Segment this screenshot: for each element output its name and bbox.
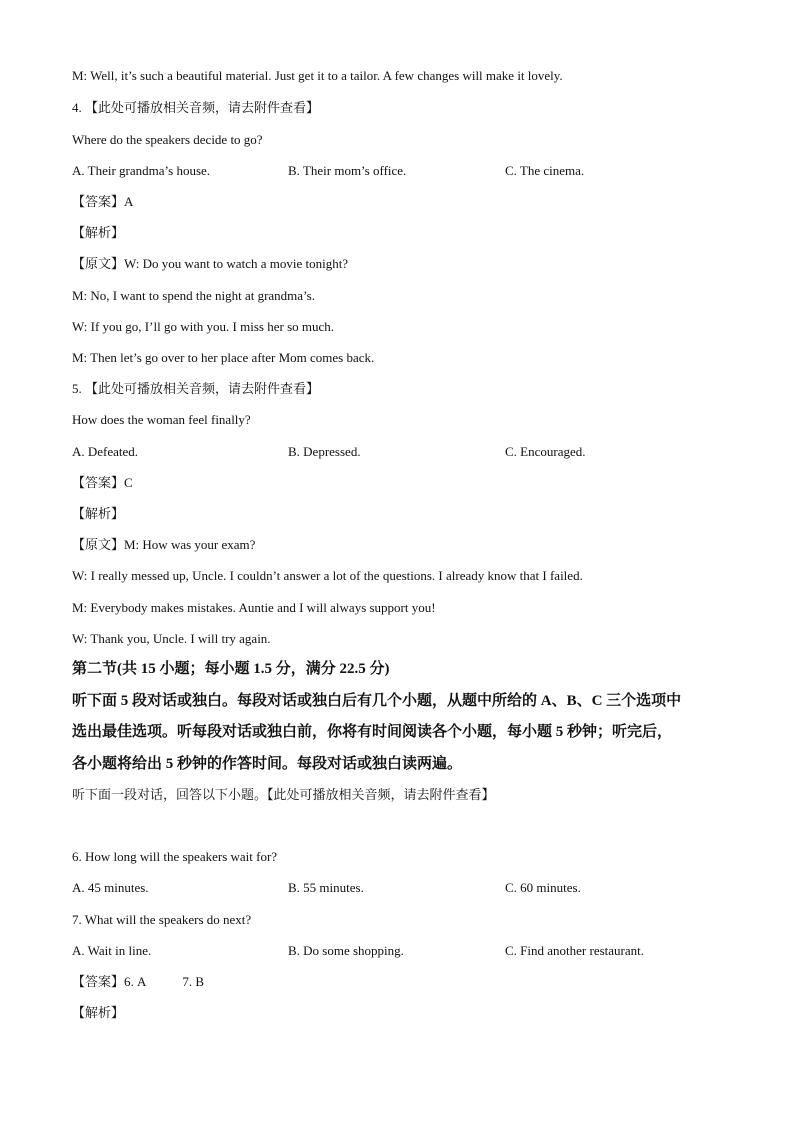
section-instructions-line: 听下面 5 段对话或独白。每段对话或独白后有几个小题，从题中所给的 A、B、C 三个选项中	[72, 693, 682, 709]
q4-transcript-line: M: No, I want to spend the night at grandma’s.	[72, 288, 315, 303]
q6-7-analysis-label: 【解析】	[72, 1005, 125, 1020]
q5-transcript-line: 【原文】M: How was your exam?	[72, 537, 256, 552]
q5-option-a: A. Defeated.	[72, 444, 139, 459]
question-4-stem: Where do the speakers decide to go?	[72, 132, 263, 147]
question-5-audio: 5. 【此处可播放相关音频，请去附件查看】	[72, 381, 320, 396]
q5-transcript-line: W: I really messed up, Uncle. I couldn’t answer a lot of the questions. I already know that I failed.	[72, 568, 583, 583]
dialogue-line: M: Well, it’s such a beautiful material. Just get it to a tailor. A few changes will make it lovely.	[72, 68, 563, 83]
q6-option-a: A. 45 minutes.	[72, 880, 149, 895]
q6-7-answer	[72, 974, 204, 990]
q4-transcript-line: 【原文】W: Do you want to watch a movie tonight?	[72, 256, 349, 271]
q4-transcript-line: W: If you go, I’ll go with you. I miss her so much.	[72, 319, 335, 334]
q4-analysis-label: 【解析】	[72, 225, 125, 240]
section-title: 第二节(共 15 小题；每小题 1.5 分，满分 22.5 分)	[72, 661, 390, 677]
question-4-audio: 4. 【此处可播放相关音频，请去附件查看】	[72, 100, 320, 115]
section-instructions-line: 选出最佳选项。听每段对话或独白前，你将有时间阅读各个小题，每小题 5 秒钟；听完后，	[72, 724, 673, 740]
q7-option-b: B. Do some shopping.	[288, 943, 404, 958]
q4-option-c: C. The cinema.	[505, 163, 585, 178]
q4-option-a: A. Their grandma’s house.	[72, 163, 211, 178]
q6-option-c: C. 60 minutes.	[505, 880, 581, 895]
q5-analysis-label: 【解析】	[72, 506, 125, 521]
question-5-stem: How does the woman feel finally?	[72, 412, 251, 427]
q4-answer: 【答案】A	[72, 194, 134, 209]
q5-option-b: B. Depressed.	[288, 444, 361, 459]
q5-transcript-line: W: Thank you, Uncle. I will try again.	[72, 631, 271, 646]
section-instructions-line: 各小题将给出 5 秒钟的作答时间。每段对话或独白读两遍。	[72, 756, 463, 772]
q7-answer: 7. B	[182, 974, 205, 989]
q7-option-c: C. Find another restaurant.	[505, 943, 644, 958]
q5-transcript-line: M: Everybody makes mistakes. Auntie and I will always support you!	[72, 600, 436, 615]
q4-option-b: B. Their mom’s office.	[288, 163, 407, 178]
dialogue-intro: 听下面一段对话，回答以下小题。【此处可播放相关音频，请去附件查看】	[72, 787, 495, 802]
q6-answer: 【答案】6. A	[72, 974, 147, 989]
q5-option-c: C. Encouraged.	[505, 444, 586, 459]
question-6-stem: 6. How long will the speakers wait for?	[72, 849, 278, 864]
q4-transcript-line: M: Then let’s go over to her place after Mom comes back.	[72, 350, 375, 365]
q7-option-a: A. Wait in line.	[72, 943, 152, 958]
q5-answer: 【答案】C	[72, 475, 133, 490]
question-7-stem: 7. What will the speakers do next?	[72, 912, 252, 927]
q6-option-b: B. 55 minutes.	[288, 880, 364, 895]
